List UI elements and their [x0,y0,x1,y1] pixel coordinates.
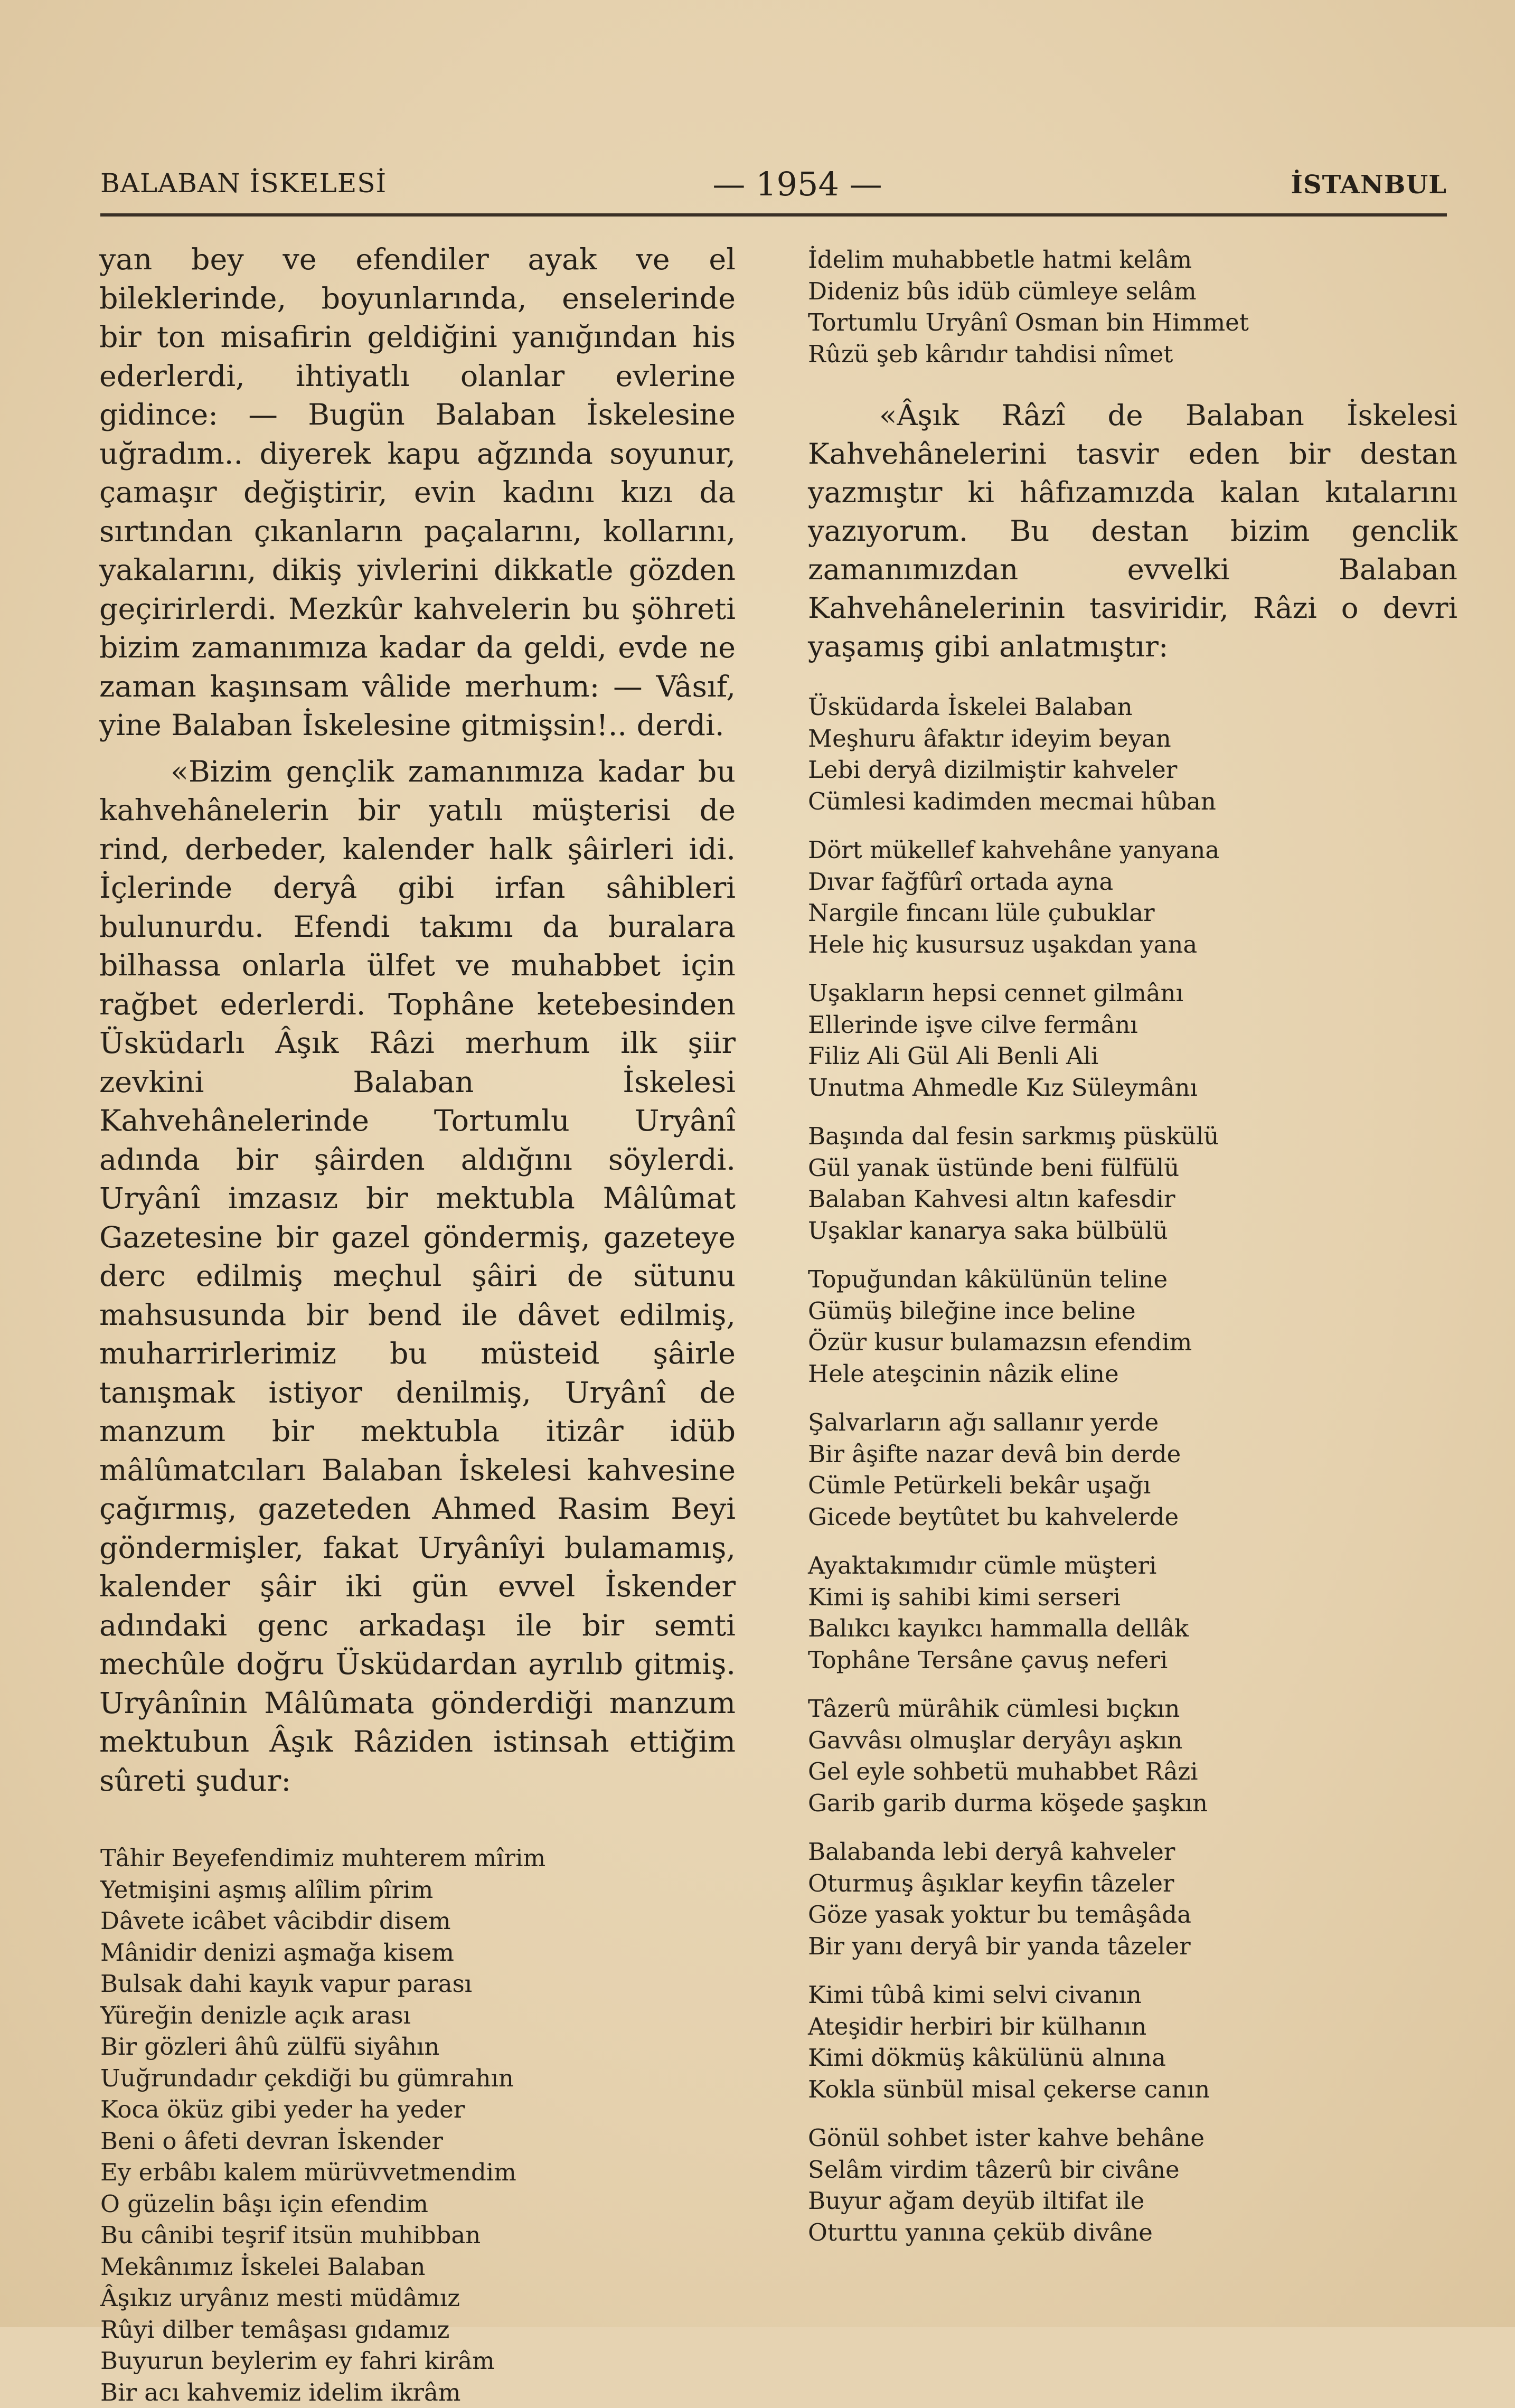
verse-line: Tâhir Beyefendimiz muhterem mîrim [100,1842,736,1874]
verse-line: Bir yanı deryâ bir yanda tâzeler [808,1931,1457,1962]
verse-line: Balıkcı kayıkcı hammalla dellâk [808,1613,1457,1644]
verse-line: Lebi deryâ dizilmiştir kahveler [808,754,1457,786]
verse-line: Mekânımız İskelei Balaban [100,2251,736,2283]
verse-line: Kokla sünbül misal çekerse canın [808,2074,1457,2105]
verse-line: Kimi dökmüş kâkülünü alnına [808,2042,1457,2074]
verse-line: Balaban Kahvesi altın kafesdir [808,1183,1457,1215]
verse-line: Hele hiç kusursuz uşakdan yana [808,929,1457,961]
verse-line: Topuğundan kâkülünün teline [808,1264,1457,1295]
stanza [808,834,1457,960]
verse-line: Rûyi dilber temâşası gıdamız [100,2314,736,2346]
verse-line: İdelim muhabbetle hatmi kelâm [808,244,1457,276]
verse-line: Uşakların hepsi cennet gilmânı [808,977,1457,1009]
verse-line: Bulsak dahi kayık vapur parası [100,1968,736,2000]
stanza [808,1550,1457,1676]
right-prose [808,396,1457,666]
verse-line: Selâm virdim tâzerû bir civâne [808,2154,1457,2186]
verse-line: Bu cânibi teşrif itsün muhibban [100,2219,736,2251]
verse-line: Kimi tûbâ kimi selvi civanın [808,1979,1457,2011]
verse-line: Oturmuş âşıklar keyfin tâzeler [808,1868,1457,1899]
header-section-title: BALABAN İSKELESİ [100,168,387,199]
verse-line: O güzelin bâşı için efendim [100,2188,736,2220]
verse-line: Filiz Ali Gül Ali Benli Ali [808,1040,1457,1072]
verse-line: Gel eyle sohbetü muhabbet Râzi [808,1756,1457,1788]
verse-line: Garib garib durma köşede şaşkın [808,1788,1457,1819]
stanza [808,2122,1457,2248]
verse-line: Özür kusur bulamazsın efendim [808,1327,1457,1358]
verse-line: Başında dal fesin sarkmış püskülü [808,1121,1457,1152]
stanza [808,1693,1457,1819]
verse-line: Göze yasak yoktur bu temâşâda [808,1899,1457,1931]
verse-line: Beni o âfeti devran İskender [100,2125,736,2157]
verse-line: Koca öküz gibi yeder ha yeder [100,2094,736,2125]
verse-line: Gicede beytûtet bu kahvelerde [808,1501,1457,1533]
stanza [808,1979,1457,2105]
verse-line: Yetmişini aşmış alîlim pîrim [100,1874,736,1906]
stanza [808,1264,1457,1389]
verse-line: Rûzü şeb kârıdır tahdisi nîmet [808,338,1457,370]
verse-line: Tortumlu Uryânî Osman bin Himmet [808,307,1457,338]
verse-line: Hele ateşcinin nâzik eline [808,1358,1457,1390]
verse-line: Buyur ağam deyüb iltifat ile [808,2185,1457,2217]
verse-line: Âşıkız uryânız mesti müdâmız [100,2282,736,2314]
verse-line: Gavvâsı olmuşlar deryâyı aşkın [808,1725,1457,1756]
verse-line: Üsküdarda İskelei Balaban [808,691,1457,723]
paragraph: «Âşık Râzî de Balaban İskelesi Kahvehânelerini tasvir eden bir destan yazmıştır ki hâfızamızda kalan kıtalarını yazıyorum. Bu destan bizim genclik zamanımızdan evvelki Balaban Kahvehânelerinin tasviridir, Râzi o devri yaşamış gibi anlatmıştır: [808,396,1457,666]
verse-line: Gümüş bileğine ince beline [808,1295,1457,1327]
verse-line: Uuğrundadır çekdiği bu gümrahın [100,2063,736,2094]
verse-line: Tophâne Tersâne çavuş neferi [808,1644,1457,1676]
verse-line: Buyurun beylerim ey fahri kirâm [100,2345,736,2377]
verse-line: Mânidir denizi aşmağa kisem [100,1937,736,1969]
verse-line: Şalvarların ağı sallanır yerde [808,1407,1457,1438]
paragraph: yan bey ve efendiler ayak ve el bileklerinde, boyunlarında, enselerinde bir ton misafirin geldiğini yanığından his ederlerdi, ihtiyatlı olanlar evlerine gidince: — Bugün Balaban İskelesine uğradım.. diyerek kapu ağzında soyunur, çamaşır değiştirir, evin kadını kızı da sırtından çıkanların paçalarını, kollarını, yakalarını, dikiş yivlerini dikkatle gözden geçirirlerdi. Mezkûr kahvelerin bu şöhreti bizim zamanımıza kadar da geldi, evde ne zaman kaşınsam vâlide merhum: — Vâsıf, yine Balaban İskelesine gitmişsin!.. derdi. [99,240,736,745]
paragraph: «Bizim gençlik zamanımıza kadar bu kahvehânelerin bir yatılı müşterisi de rind, derbeder, kalender halk şâirleri idi. İçlerinde deryâ gibi irfan sâhibleri bulunurdu. Efendi takımı da buralara bilhassa onlarla ülfet ve muhabbet için rağbet ederlerdi. Tophâne ketebesinden Üsküdarlı Âşık Râzi merhum ilk şiir zevkini Balaban İskelesi Kahvehânelerinde Tortumlu Uryânî adında bir şâirden aldığını söylerdi. Uryânî imzasız bir mektubla Mâlûmat Gazetesine bir gazel göndermiş, gazeteye derc edilmiş meçhul şâiri de sütunu mahsusunda bir bend ile dâvet edilmiş, muharrirlerimiz bu müsteid şâirle tanışmak istiyor denilmiş, Uryânî de manzum bir mektubla itizâr idüb mâlûmatcıları Balaban İskelesi kahvesine çağırmış, gazeteden Ahmed Rasim Beyi göndermişler, fakat Uryânîyi bulamamış, kalender şâir iki gün evvel İskender adındaki genc arkadaşı ile bir semti mechûle doğru Üsküdardan ayrılıb gitmiş. Uryânînin Mâlûmata gönderdiği manzum mektubun Âşık Râziden istinsah ettiğim sûreti şudur: [99,752,736,1801]
verse-line: Ellerinde işve cilve fermânı [808,1009,1457,1041]
poem-letter [99,1842,736,2408]
verse-line: Unutma Ahmedle Kız Süleymânı [808,1072,1457,1104]
verse-line: Bir acı kahvemiz idelim ikrâm [100,2377,736,2408]
running-header [100,168,1447,221]
destan-poem [808,691,1457,2248]
verse-line: Tâzerû mürâhik cümlesi bıçkın [808,1693,1457,1725]
verse-line: Kimi iş sahibi kimi serseri [808,1582,1457,1613]
verse-line: Dıvar fağfûrî ortada ayna [808,866,1457,898]
verse-line: Ey erbâbı kalem mürüvvetmendim [100,2157,736,2188]
verse-line: Balabanda lebi deryâ kahveler [808,1836,1457,1868]
verse-line: Yüreğin denizle açık arası [100,2000,736,2031]
right-column [808,244,1457,2248]
verse-line: Oturttu yanına çeküb divâne [808,2217,1457,2249]
header-year: — 1954 — [697,165,898,203]
verse-line: Bir gözleri âhû zülfü siyâhın [100,2031,736,2063]
poem-letter-ending [808,244,1457,370]
stanza [808,977,1457,1103]
stanza [808,1407,1457,1532]
verse-line: Dideniz bûs idüb cümleye selâm [808,276,1457,307]
left-column [99,240,736,2408]
verse-line: Cümle Petürkeli bekâr uşağı [808,1470,1457,1501]
left-prose [99,240,736,1800]
stanza [808,1121,1457,1246]
verse-line: Gül yanak üstünde beni fülfülü [808,1152,1457,1184]
stanza [808,691,1457,817]
verse-line: Meşhuru âfaktır ideyim beyan [808,723,1457,755]
header-rule [100,213,1447,217]
verse-line: Nargile fıncanı lüle çubuklar [808,897,1457,929]
stanza [808,1836,1457,1962]
verse-line: Bir âşifte nazar devâ bin derde [808,1438,1457,1470]
header-encyclopedia-title: İSTANBUL [1291,170,1447,200]
verse-line: Dört mükellef kahvehâne yanyana [808,834,1457,866]
verse-line: Ayaktakımıdır cümle müşteri [808,1550,1457,1582]
verse-line: Ateşidir herbiri bir külhanın [808,2011,1457,2043]
verse-line: Cümlesi kadimden mecmai hûban [808,786,1457,817]
verse-line: Dâvete icâbet vâcibdir disem [100,1905,736,1937]
verse-line: Uşaklar kanarya saka bülbülü [808,1215,1457,1247]
verse-line: Gönül sohbet ister kahve behâne [808,2122,1457,2154]
